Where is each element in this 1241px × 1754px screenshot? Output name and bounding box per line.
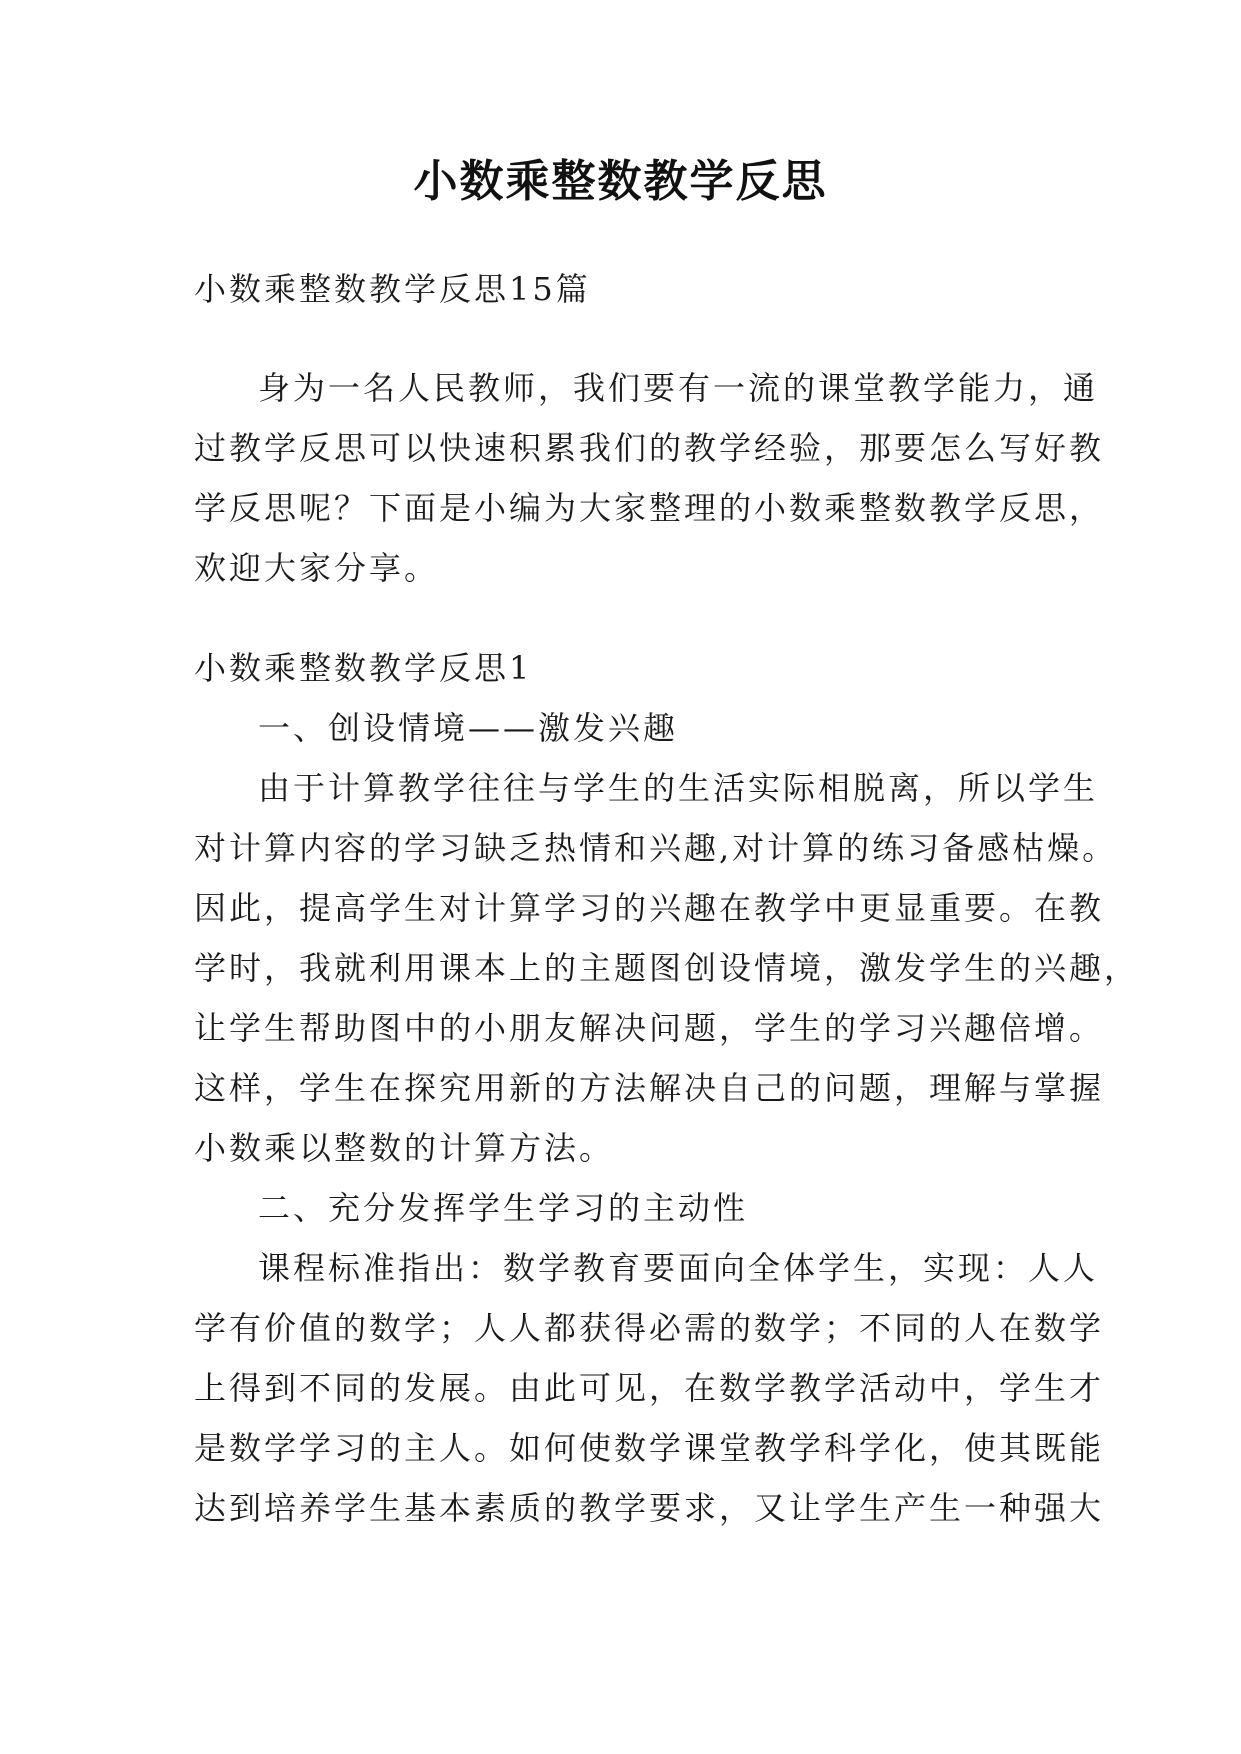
paragraph-line: 这样，学生在探究用新的方法解决自己的问题，理解与掌握	[194, 1069, 1105, 1107]
paragraph-line: 上得到不同的发展。由此可见，在数学教学活动中，学生才	[194, 1369, 1105, 1407]
paragraph-line: 让学生帮助图中的小朋友解决问题，学生的学习兴趣倍增。	[194, 1009, 1105, 1047]
subsection-heading: 一、创设情境——激发兴趣	[258, 709, 679, 747]
paragraph-line: 达到培养学生基本素质的教学要求，又让学生产生一种强大	[194, 1489, 1105, 1527]
paragraph-line: 对计算内容的学习缺乏热情和兴趣,对计算的练习备感枯燥。	[194, 829, 1118, 867]
intro-line: 身为一名人民教师，我们要有一流的课堂教学能力，通	[258, 369, 1099, 407]
section-heading: 小数乘整数教学反思1	[194, 649, 533, 687]
paragraph-line: 由于计算教学往往与学生的生活实际相脱离，所以学生	[258, 769, 1099, 807]
paragraph-line: 学时，我就利用课本上的主题图创设情境，激发学生的兴趣，	[194, 949, 1140, 987]
intro-line: 学反思呢？下面是小编为大家整理的小数乘整数教学反思，	[194, 489, 1105, 527]
paragraph-line: 是数学学习的主人。如何使数学课堂教学科学化，使其既能	[194, 1429, 1105, 1467]
intro-line: 过教学反思可以快速积累我们的教学经验，那要怎么写好教	[194, 429, 1105, 467]
paragraph-line: 课程标准指出：数学教育要面向全体学生，实现：人人	[258, 1249, 1099, 1287]
paragraph-line: 因此，提高学生对计算学习的兴趣在教学中更显重要。在教	[194, 889, 1105, 927]
intro-line: 欢迎大家分享。	[194, 549, 440, 587]
document-subtitle: 小数乘整数教学反思15篇	[194, 270, 591, 308]
subsection-heading: 二、充分发挥学生学习的主动性	[258, 1189, 749, 1227]
page-title: 小数乘整数教学反思	[413, 156, 828, 207]
paragraph-line: 小数乘以整数的计算方法。	[194, 1129, 615, 1167]
paragraph-line: 学有价值的数学；人人都获得必需的数学；不同的人在数学	[194, 1309, 1105, 1347]
